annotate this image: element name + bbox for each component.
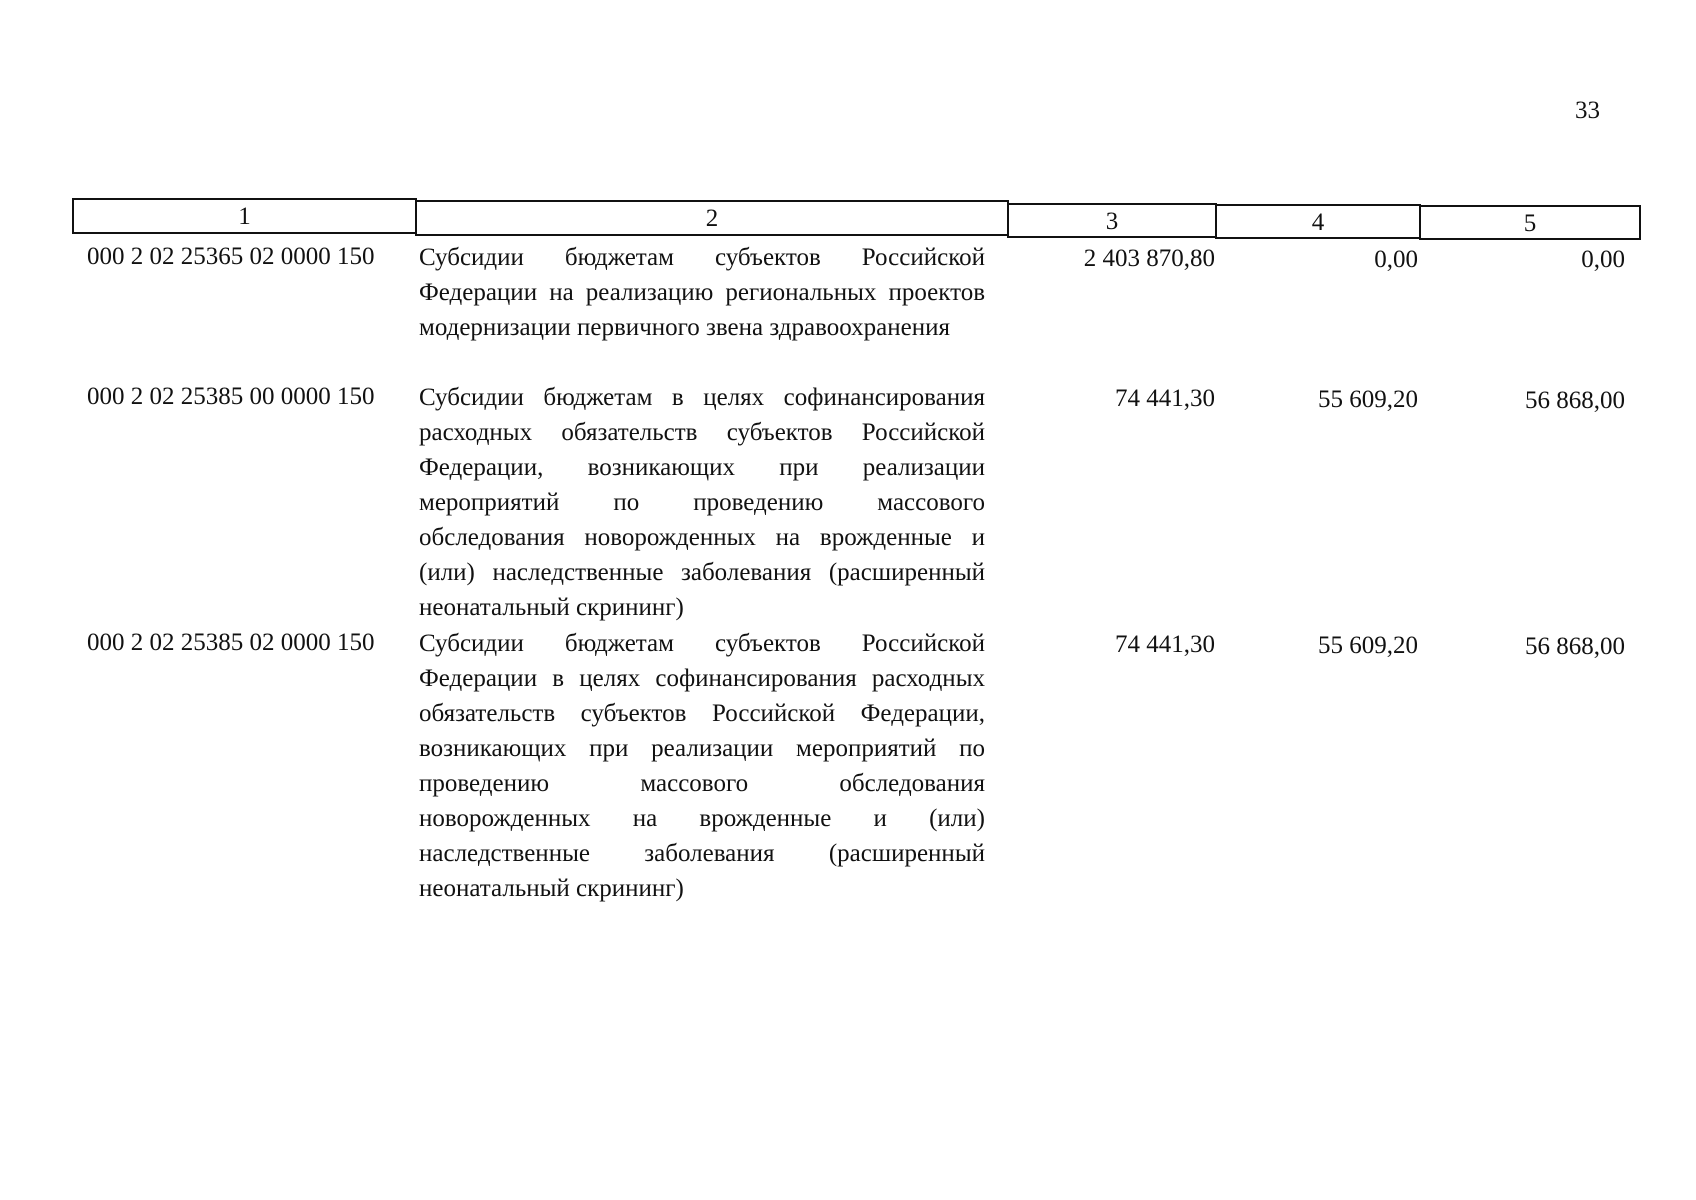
table-header-col-3: 3 xyxy=(1007,203,1217,238)
row-value-col-4: 55 609,20 xyxy=(1318,632,1418,659)
row-value-col-3: 2 403 870,80 xyxy=(1083,245,1215,272)
row-description: Субсидии бюджетам субъектов Российской Федерации на реализацию региональных проектов модернизации первичного звена здравоохранения xyxy=(419,244,985,341)
table-header-col-4: 4 xyxy=(1215,204,1421,239)
table-header-col-5: 5 xyxy=(1419,205,1641,240)
table-header-col-2: 2 xyxy=(415,200,1009,236)
row-value-col-3: 74 441,30 xyxy=(1115,385,1215,412)
table-header-col-1: 1 xyxy=(72,198,417,234)
row-value-col-5: 56 868,00 xyxy=(1525,633,1625,660)
row-description: Субсидии бюджетам в целях софинансирования расходных обязательств субъектов Российской Федерации, возникающих при реализации мероприятий по проведению массового обследования новорожденных на врожденные и (или) наследственные заболевания (расширенный неонатальный скрининг) xyxy=(419,384,985,621)
row-description: Субсидии бюджетам субъектов Российской Федерации в целях софинансирования расходных обязательств субъектов Российской Федерации, возникающих при реализации мероприятий по проведению массового обследования новорожденных на врожденные и (или) наследственные заболевания (расширенный неонатальный скрининг) xyxy=(419,630,985,902)
row-value-col-5: 56 868,00 xyxy=(1525,387,1625,414)
row-value-col-4: 55 609,20 xyxy=(1318,386,1418,413)
row-code: 000 2 02 25385 00 0000 150 xyxy=(87,383,375,410)
row-value-col-4: 0,00 xyxy=(1374,246,1418,273)
row-value-col-3: 74 441,30 xyxy=(1115,631,1215,658)
row-code: 000 2 02 25385 02 0000 150 xyxy=(87,629,375,656)
row-value-col-5: 0,00 xyxy=(1581,246,1625,273)
row-code: 000 2 02 25365 02 0000 150 xyxy=(87,243,375,270)
page-number: 33 xyxy=(1575,97,1600,124)
